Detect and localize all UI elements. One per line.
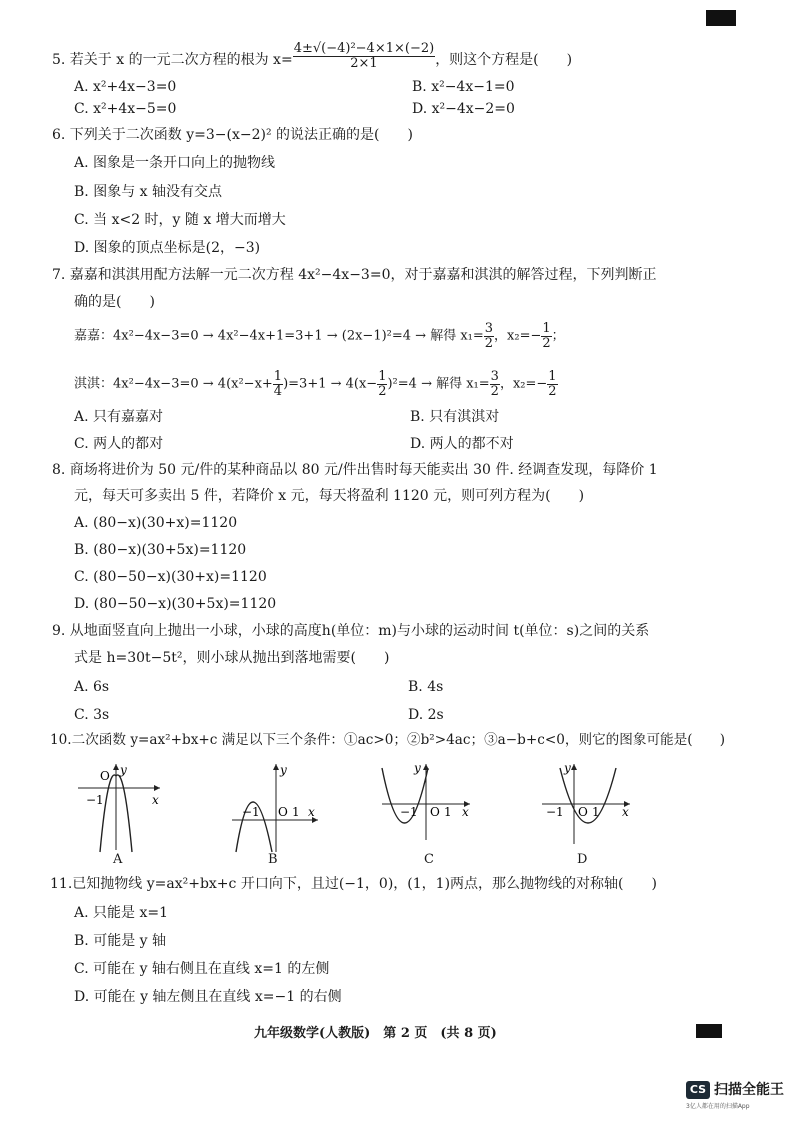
frac-den: 4	[273, 383, 283, 399]
q11-stem: 11.已知抛物线 y=ax²+bx+c 开口向下，且过(−1，0)，(1，1)两点，那么抛物线的对称轴( )	[50, 876, 657, 892]
x-axis-label: x	[152, 793, 159, 807]
q5-root-fraction	[293, 42, 436, 70]
q7-qiqi-frac4	[547, 370, 557, 398]
q7-jiajia-frac1	[484, 322, 494, 350]
q9-option-b: B. 4s	[408, 679, 444, 695]
q6-option-b: B. 图象与 x 轴没有交点	[74, 184, 222, 200]
q11-option-c: C. 可能在 y 轴右侧且在直线 x=1 的左侧	[74, 961, 330, 977]
y-axis-arrow	[571, 764, 577, 770]
q11-option-b: B. 可能是 y 轴	[74, 933, 166, 949]
q7-jiajia-text-b: ，x₂=−	[494, 328, 542, 344]
registration-mark-top	[706, 10, 736, 26]
q7-qiqi-frac1	[273, 370, 283, 398]
y-axis-label: y	[120, 763, 127, 777]
q10-graph-c-label: C	[424, 852, 434, 867]
page-footer: 九年级数学(人教版) 第 2 页 (共 8 页)	[254, 1026, 497, 1041]
x-axis-arrow	[154, 785, 160, 791]
q5-frac-den: 2×1	[350, 55, 378, 71]
q7-jiajia-frac2	[541, 322, 551, 350]
q10-graph-b-label: B	[268, 852, 278, 867]
q7-stem-line2: 确的是( )	[74, 294, 155, 310]
q7-option-b: B. 只有淇淇对	[410, 409, 500, 425]
q10-graph-d-label: D	[577, 852, 588, 867]
q8-option-a: A. (80−x)(30+x)=1120	[74, 515, 238, 531]
q8-option-c: C. (80−50−x)(30+x)=1120	[74, 569, 267, 585]
frac-den: 2	[378, 383, 387, 399]
y-axis-label: y	[564, 761, 571, 775]
y-axis-label: y	[280, 763, 287, 777]
y-axis-label: y	[414, 761, 421, 775]
q7-qiqi-text-c: )²=4 → 解得 x₁=	[387, 376, 490, 392]
q11-option-a: A. 只能是 x=1	[74, 905, 168, 921]
origin-label: O	[278, 805, 288, 819]
q10-graph-a-label: A	[113, 852, 123, 867]
q7-jiajia-text-a: 嘉嘉：4x²−4x−3=0 → 4x²−4x+1=3+1 → (2x−1)²=4 → 解得 x₁=	[74, 328, 484, 344]
q7-qiqi-frac3	[490, 370, 500, 398]
q7-stem-line1: 7. 嘉嘉和淇淇用配方法解一元二次方程 4x²−4x−3=0，对于嘉嘉和淇淇的解答过程，下列判断正	[52, 267, 657, 283]
q6-option-a: A. 图象是一条开口向上的抛物线	[74, 155, 276, 171]
q11-option-d: D. 可能在 y 轴左侧且在直线 x=−1 的右侧	[74, 989, 342, 1005]
q8-stem-line1: 8. 商场将进价为 50 元/件的某种商品以 80 元/件出售时每天能卖出 30 件. 经调查发现，每降价 1	[52, 462, 658, 478]
q7-qiqi-text-d: ，x₂=−	[499, 376, 548, 392]
q6-option-d: D. 图象的顶点坐标是(2，−3)	[74, 240, 261, 256]
parabola-curve	[560, 768, 616, 823]
frac-den: 2	[484, 335, 494, 351]
q5-stem-a: 5. 若关于 x 的一元二次方程的根为 x=	[52, 52, 293, 69]
y-axis-arrow	[273, 764, 279, 770]
tick-label-neg1: −1	[546, 805, 564, 819]
q10-stem: 10.二次函数 y=ax²+bx+c 满足以下三个条件：①ac>0；②b²>4ac；③a−b+c<0，则它的图象可能是( )	[50, 732, 726, 748]
q5-option-a: A. x²+4x−3=0	[74, 79, 177, 95]
q10-graph-d	[538, 760, 638, 856]
q7-qiqi-text-b: )=3+1 → 4(x−	[283, 376, 378, 392]
scanner-logo-sub: 3亿人都在用的扫描App	[686, 1103, 750, 1110]
frac-den: 2	[542, 335, 551, 351]
q9-option-d: D. 2s	[408, 707, 444, 723]
q7-qiqi-text-a: 淇淇：4x²−4x−3=0 → 4(x²−x+	[74, 376, 273, 392]
q5-option-b: B. x²−4x−1=0	[412, 79, 515, 95]
q5-option-d: D. x²−4x−2=0	[412, 101, 515, 117]
x-axis-label: x	[622, 805, 629, 819]
x-axis-label: x	[308, 805, 315, 819]
tick-label-1: 1	[444, 805, 452, 819]
x-axis-label: x	[462, 805, 469, 819]
q7-option-c: C. 两人的都对	[74, 436, 164, 452]
q10-graph-a	[72, 760, 168, 856]
q7-option-d: D. 两人的都不对	[410, 436, 514, 452]
frac-num: 1	[548, 369, 557, 384]
frac-num: 1	[542, 321, 551, 336]
origin-label: O	[578, 805, 588, 819]
q5-frac-num: 4±√(−4)²−4×1×(−2)	[293, 41, 435, 56]
tick-label-1: 1	[592, 805, 600, 819]
q5-stem	[52, 41, 573, 74]
q7-option-a: A. 只有嘉嘉对	[74, 409, 164, 425]
tick-label-neg1: −1	[242, 805, 260, 819]
q7-jiajia-solution	[74, 322, 565, 350]
frac-den: 2	[490, 383, 499, 399]
frac-num: 1	[378, 369, 387, 384]
origin-label: O	[430, 805, 440, 819]
q9-option-c: C. 3s	[74, 707, 110, 723]
y-axis-arrow	[113, 764, 119, 770]
q6-stem: 6. 下列关于二次函数 y=3−(x−2)² 的说法正确的是( )	[52, 127, 413, 143]
tick-label-1: 1	[292, 805, 300, 819]
q9-stem-line2: 式是 h=30t−5t²，则小球从抛出到落地需要( )	[74, 650, 390, 666]
q7-qiqi-frac2	[377, 370, 387, 398]
frac-num: 3	[484, 321, 494, 336]
frac-den: 2	[548, 383, 557, 399]
q7-jiajia-text-c: ；	[551, 328, 565, 344]
scanner-logo-badge: CS	[686, 1081, 710, 1099]
q5-stem-b: ，则这个方程是( )	[435, 52, 573, 69]
q8-stem-line2: 元，每天可多卖出 5 件，若降价 x 元，每天将盈利 1120 元，则可列方程为( )	[74, 488, 585, 504]
origin-label: O	[100, 769, 110, 783]
q8-option-d: D. (80−50−x)(30+5x)=1120	[74, 596, 277, 612]
q9-stem-line1: 9. 从地面竖直向上抛出一小球，小球的高度h(单位：m)与小球的运动时间 t(单位：s)之间的关系	[52, 623, 650, 639]
q5-option-c: C. x²+4x−5=0	[74, 101, 177, 117]
q7-qiqi-solution	[74, 370, 558, 398]
frac-num: 1	[273, 369, 283, 384]
tick-label-neg1: −1	[400, 805, 418, 819]
frac-num: 3	[490, 369, 499, 384]
q6-option-c: C. 当 x<2 时，y 随 x 增大而增大	[74, 212, 286, 228]
scanner-logo-name: 扫描全能王	[714, 1082, 784, 1098]
q9-option-a: A. 6s	[74, 679, 110, 695]
registration-mark-bottom	[696, 1024, 722, 1038]
tick-label-neg1: −1	[86, 793, 104, 807]
q8-option-b: B. (80−x)(30+5x)=1120	[74, 542, 247, 558]
q10-graph-c	[378, 760, 478, 856]
q10-graph-b	[228, 760, 324, 856]
